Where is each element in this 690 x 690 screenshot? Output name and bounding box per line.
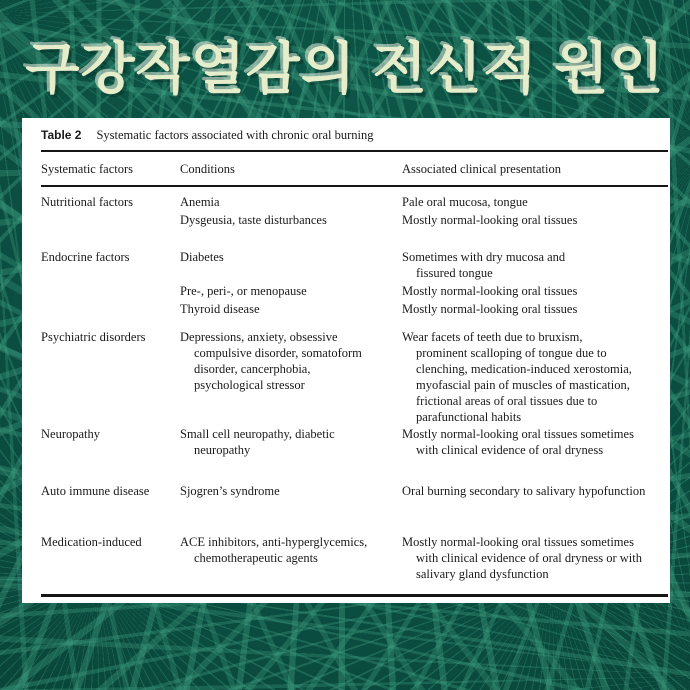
condition-line: Diabetes	[180, 250, 224, 264]
table-panel	[22, 118, 670, 603]
presentation-cell	[402, 249, 668, 281]
table-row	[41, 249, 668, 317]
presentation-line: Pale oral mucosa, tongue	[402, 195, 528, 209]
presentation-line: with clinical evidence of oral dryness or with	[416, 551, 642, 565]
table-row	[41, 534, 668, 582]
condition-line: chemotherapeutic agents	[194, 551, 318, 565]
presentation-line: parafunctional habits	[416, 410, 522, 424]
conditions-cell	[180, 329, 402, 425]
condition-line: Thyroid disease	[180, 302, 260, 316]
presentation-cell	[402, 329, 668, 425]
table-bottom-rule	[41, 594, 668, 597]
factor-cell: Auto immune disease	[41, 484, 150, 498]
condition-line: disorder, cancerphobia,	[194, 362, 311, 376]
condition-line: neuropathy	[194, 443, 251, 457]
conditions-cell	[180, 301, 402, 317]
presentation-cell	[402, 534, 668, 582]
column-header-systematic-factors: Systematic factors	[41, 162, 133, 176]
table-row	[41, 329, 668, 425]
condition-line: Sjogren’s syndrome	[180, 484, 280, 498]
presentation-line: Mostly normal-looking oral tissues sometimes	[402, 535, 634, 549]
table-row	[41, 194, 668, 228]
condition-line: compulsive disorder, somatoform	[194, 346, 362, 360]
condition-line: Pre-, peri-, or menopause	[180, 284, 307, 298]
presentation-line: Wear facets of teeth due to bruxism,	[402, 330, 583, 344]
conditions-cell	[180, 194, 402, 210]
condition-line: Anemia	[180, 195, 220, 209]
conditions-cell	[180, 483, 402, 499]
column-header-conditions: Conditions	[180, 162, 235, 176]
table-caption-label: Table 2	[41, 128, 82, 142]
presentation-line: myofascial pain of muscles of mastication,	[416, 378, 630, 392]
condition-line: Small cell neuropathy, diabetic	[180, 427, 335, 441]
table-caption	[41, 127, 668, 144]
table-top-rule	[41, 150, 668, 152]
table-header-row	[41, 161, 668, 177]
presentation-line: Mostly normal-looking oral tissues	[402, 302, 578, 316]
poster-header	[0, 22, 690, 108]
condition-line: Dysgeusia, taste disturbances	[180, 213, 327, 227]
presentation-line: Mostly normal-looking oral tissues sometimes	[402, 427, 634, 441]
presentation-line: with clinical evidence of oral dryness	[416, 443, 604, 457]
presentation-cell	[402, 194, 668, 210]
presentation-line: clenching, medication-induced xerostomia,	[416, 362, 632, 376]
conditions-cell	[180, 249, 402, 281]
conditions-cell	[180, 426, 402, 458]
presentation-cell	[402, 483, 668, 499]
presentation-cell	[402, 283, 668, 299]
presentation-line: salivary gland dysfunction	[416, 567, 549, 581]
conditions-cell	[180, 212, 402, 228]
table-body	[41, 194, 668, 582]
column-header-associated-clinical-presentation: Associated clinical presentation	[402, 162, 561, 176]
presentation-line: Sometimes with dry mucosa and	[402, 250, 566, 264]
condition-line: psychological stressor	[194, 378, 305, 392]
factor-cell: Endocrine factors	[41, 250, 130, 264]
condition-line: ACE inhibitors, anti-hyperglycemics,	[180, 535, 368, 549]
conditions-cell	[180, 534, 402, 582]
table-row	[41, 483, 668, 499]
table-header-rule	[41, 185, 668, 187]
presentation-cell	[402, 212, 668, 228]
presentation-line: Oral burning secondary to salivary hypofunction	[402, 484, 646, 498]
table-caption-text: Systematic factors associated with chronic oral burning	[96, 128, 374, 142]
condition-line: Depressions, anxiety, obsessive	[180, 330, 338, 344]
presentation-line: frictional areas of oral tissues due to	[416, 394, 598, 408]
presentation-line: fissured tongue	[416, 266, 493, 280]
factor-cell: Medication-induced	[41, 535, 142, 549]
table-row	[41, 426, 668, 458]
factor-cell: Neuropathy	[41, 427, 101, 441]
presentation-line: prominent scalloping of tongue due to	[416, 346, 607, 360]
presentation-cell	[402, 301, 668, 317]
conditions-cell	[180, 283, 402, 299]
presentation-line: Mostly normal-looking oral tissues	[402, 213, 578, 227]
factor-cell: Nutritional factors	[41, 195, 133, 209]
presentation-line: Mostly normal-looking oral tissues	[402, 284, 578, 298]
presentation-cell	[402, 426, 668, 458]
factor-cell: Psychiatric disorders	[41, 330, 146, 344]
page-title: 구강작열감의 전신적 원인	[25, 37, 665, 100]
